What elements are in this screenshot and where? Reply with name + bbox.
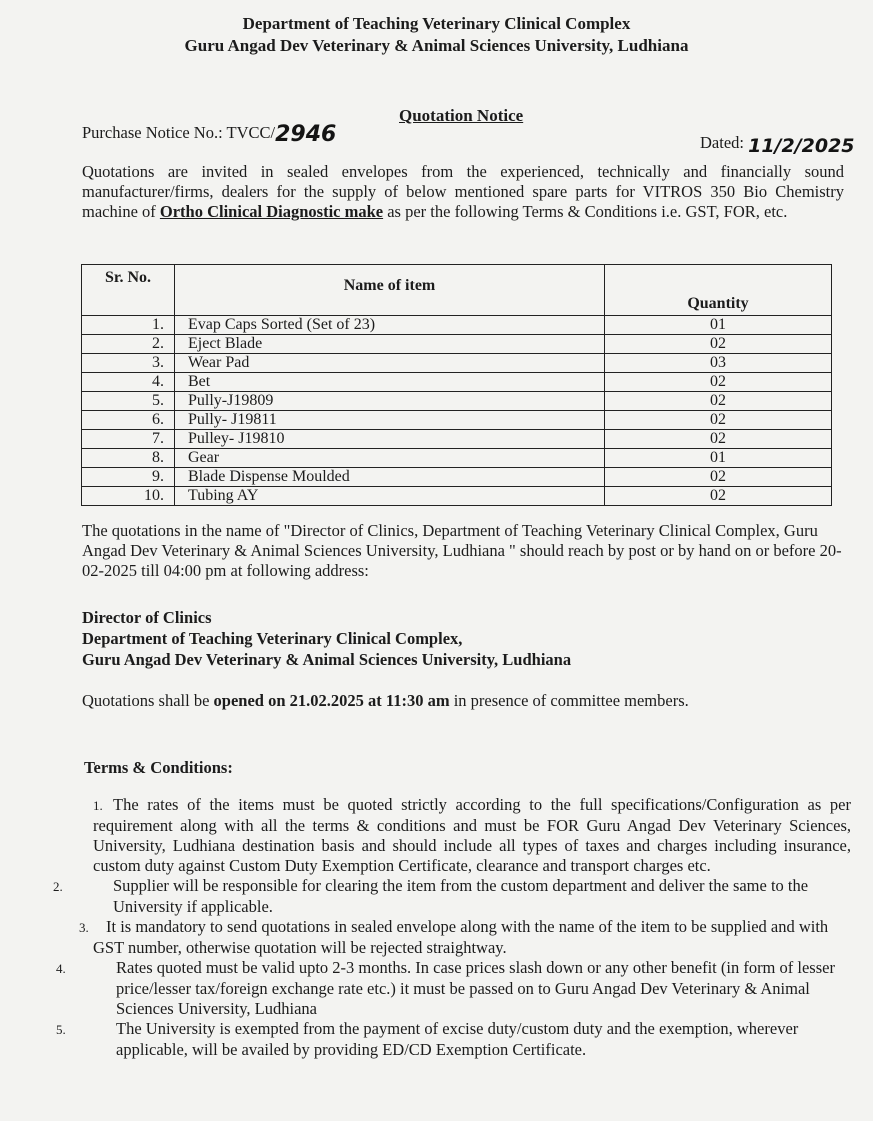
cell-quantity: 02 (605, 335, 832, 354)
cell-quantity: 02 (605, 373, 832, 392)
cell-item-name: Pully-J19809 (175, 392, 605, 411)
opening-datetime: opened on 21.02.2025 at 11:30 am (213, 691, 450, 710)
term-number: 3. (79, 920, 89, 935)
intro-paragraph (82, 162, 844, 222)
table-row (82, 411, 832, 430)
table-row (82, 354, 832, 373)
term-text: Supplier will be responsible for clearing the item from the custom department and deliver the same to the University if applicable. (113, 876, 809, 916)
cell-sr-no: 8. (82, 449, 175, 468)
opening-prefix: Quotations shall be (82, 691, 214, 710)
terms-title: Terms & Conditions: (84, 758, 233, 777)
header-sr-no: Sr. No. (82, 265, 175, 316)
term-text: The rates of the items must be quoted strictly according to the full specifications/Configuration as per requirement along with all the terms & conditions and must be FOR Guru Angad Dev Veterinary Sciences, University, Ludhiana destination basis and should include all types of taxes and charges including insurance, custom duty against Custom Duty Exemption Certificate, clearance and transport charges etc. (93, 795, 851, 875)
cell-sr-no: 6. (82, 411, 175, 430)
cell-item-name: Evap Caps Sorted (Set of 23) (175, 316, 605, 335)
table-row (82, 373, 832, 392)
header-name-of-item: Name of item (175, 265, 605, 316)
cell-item-name: Bet (175, 373, 605, 392)
table-row (82, 487, 832, 506)
table-row (82, 430, 832, 449)
table-row (82, 449, 832, 468)
intro-part2: as per the following Terms & Conditions i.e. GST, FOR, etc. (383, 202, 788, 221)
purchase-notice-number: 2946 (275, 122, 337, 147)
cell-sr-no: 9. (82, 468, 175, 487)
address-line3: Guru Angad Dev Veterinary & Animal Sciences University, Ludhiana (82, 650, 572, 669)
terms-list (53, 795, 851, 1060)
term-item (53, 876, 851, 917)
cell-item-name: Pulley- J19810 (175, 430, 605, 449)
term-text: Rates quoted must be valid upto 2-3 months. In case prices slash down or any other benefit (in form of lesser price/lesser tax/foreign exchange rate etc.) it must be passed on to Guru Angad Dev Veterinary & Animal Sciences University, Ludhiana (116, 958, 835, 1018)
cell-item-name: Eject Blade (175, 335, 605, 354)
intro-make: Ortho Clinical Diagnostic make (159, 202, 384, 221)
table-row (82, 392, 832, 411)
submission-paragraph: The quotations in the name of "Director of Clinics, Department of Teaching Veterinary Clinical Complex, Guru Angad Dev Veterinary & Animal Sciences University, Ludhiana " should reach by post or by hand on or before 20-02-2025 till 04:00 pm at following address: (82, 521, 842, 580)
dated-value: 11/2/2025 (748, 135, 855, 157)
cell-item-name: Tubing AY (175, 487, 605, 506)
table-header-row (82, 265, 832, 316)
cell-quantity: 02 (605, 411, 832, 430)
cell-sr-no: 2. (82, 335, 175, 354)
header-quantity: Quantity (605, 265, 832, 316)
intro-part1: Quotations are invited in sealed envelopes from the experienced, technically and financially sound manufacturer/firms, dealers for the supply of below mentioned spare parts for VITROS 350 Bio Chemistry machine of (82, 162, 844, 221)
dated-label: Dated: (700, 133, 744, 152)
cell-item-name: Pully- J19811 (175, 411, 605, 430)
address-block (82, 607, 571, 670)
cell-quantity: 02 (605, 487, 832, 506)
purchase-notice-label: Purchase Notice No.: TVCC/ (82, 123, 276, 142)
table-row (82, 316, 832, 335)
term-text: The University is exempted from the payment of excise duty/custom duty and the exemption, wherever applicable, will be availed by providing ED/CD Exemption Certificate. (116, 1019, 799, 1059)
cell-quantity: 02 (605, 392, 832, 411)
table-row (82, 335, 832, 354)
table-row (82, 468, 832, 487)
term-item (79, 917, 851, 958)
term-number: 5. (56, 1022, 66, 1037)
term-number: 4. (56, 961, 66, 976)
cell-sr-no: 7. (82, 430, 175, 449)
address-line1: Director of Clinics (82, 608, 212, 627)
cell-sr-no: 5. (82, 392, 175, 411)
cell-quantity: 02 (605, 430, 832, 449)
cell-quantity: 01 (605, 316, 832, 335)
cell-sr-no: 4. (82, 373, 175, 392)
university-title: Guru Angad Dev Veterinary & Animal Sciences University, Ludhiana (184, 36, 689, 55)
department-title: Department of Teaching Veterinary Clinical Complex (242, 14, 631, 33)
term-item (56, 958, 851, 1019)
cell-sr-no: 10. (82, 487, 175, 506)
term-item (56, 1019, 851, 1060)
cell-quantity: 03 (605, 354, 832, 373)
cell-sr-no: 1. (82, 316, 175, 335)
term-number: 2. (53, 879, 63, 894)
opening-suffix: in presence of committee members. (449, 691, 689, 710)
notice-title: Quotation Notice (399, 106, 524, 125)
cell-item-name: Blade Dispense Moulded (175, 468, 605, 487)
address-line2: Department of Teaching Veterinary Clinical Complex, (82, 629, 463, 648)
term-number: 1. (93, 798, 103, 813)
term-item (93, 795, 851, 876)
cell-item-name: Wear Pad (175, 354, 605, 373)
cell-quantity: 01 (605, 449, 832, 468)
opening-line (82, 691, 689, 711)
cell-quantity: 02 (605, 468, 832, 487)
cell-item-name: Gear (175, 449, 605, 468)
purchase-notice (82, 119, 337, 147)
term-text: It is mandatory to send quotations in sealed envelope along with the name of the item to be supplied and with GST number, otherwise quotation will be rejected straightway. (93, 917, 829, 957)
items-table (81, 264, 832, 506)
dated (700, 131, 855, 157)
cell-sr-no: 3. (82, 354, 175, 373)
